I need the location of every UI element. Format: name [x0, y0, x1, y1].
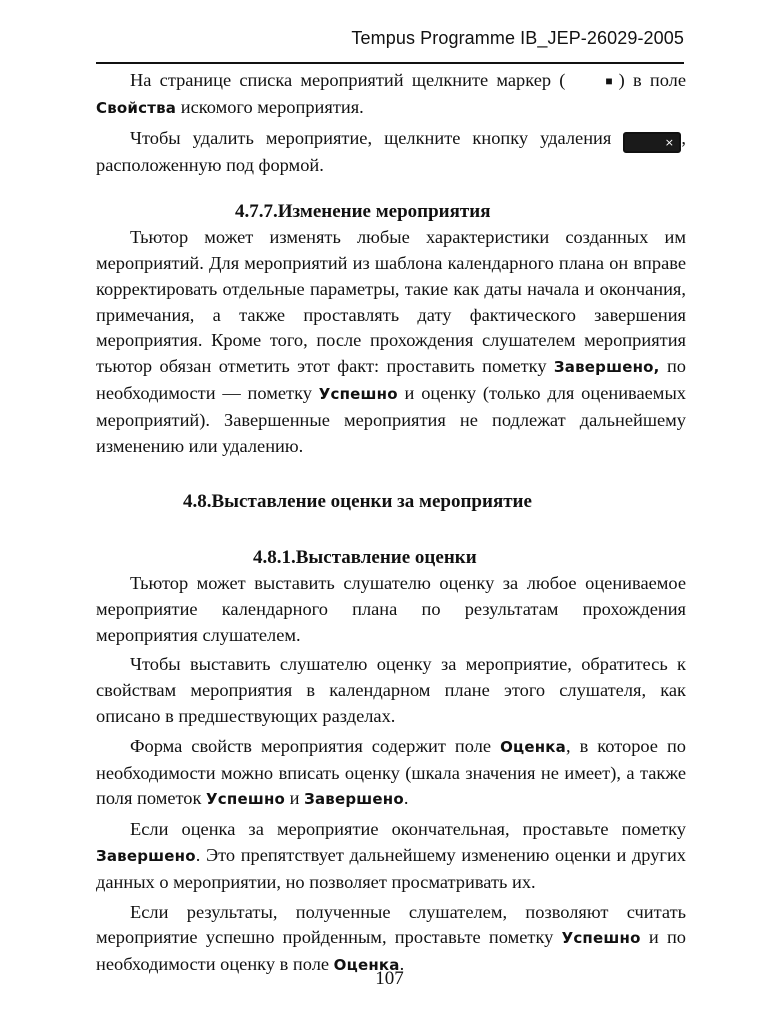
keyword-completed: Завершено, — [553, 358, 660, 377]
keyword-grade: Оценка — [500, 737, 566, 756]
text-run: по необходимости — пометку — [96, 356, 686, 403]
keyword-completed: Завершено — [304, 790, 404, 809]
text-run: На странице списка мероприятий щелкните маркер ( — [130, 70, 566, 90]
text-run: и по необходимости оценку в поле — [96, 927, 686, 975]
paragraph-grade-form — [96, 734, 686, 813]
running-header — [96, 22, 684, 64]
page-number: 107 — [375, 968, 404, 989]
text-run: Если оценка за мероприятие окончательная, проставьте пометку — [130, 819, 686, 840]
page-body — [96, 68, 686, 979]
text-run: Чтобы удалить мероприятие, щелкните кнопку удаления — [130, 127, 624, 148]
keyword-successful: Успешно — [561, 929, 641, 948]
paragraph-grade-how: Чтобы выставить слушателю оценку за мероприятие, обратитесь к свойствам мероприятия в календарном плане этого слушателя, как описано в предшествующих разделах. — [96, 654, 686, 726]
text-run: искомого мероприятия. — [176, 96, 364, 117]
paragraph-grade-intro: Тьютор может выставить слушателю оценку за любое оцениваемое мероприятие календарного плана по результатам прохождения мероприятия слушателем. — [96, 572, 686, 645]
text-run: , расположенную под формой. — [96, 127, 686, 175]
marker-icon: ■ — [605, 74, 613, 88]
paragraph-final-grade — [96, 817, 686, 895]
heading-4-8: 4.8.Выставление оценки за мероприятие — [183, 491, 532, 513]
keyword-successful: Успешно — [318, 384, 398, 403]
heading-4-7-7: 4.7.7.Изменение мероприятия — [235, 201, 491, 223]
keyword-successful: Успешно — [206, 790, 286, 809]
text-run: ) в поле — [618, 70, 686, 90]
text-run: и оценку (только для оцениваемых мероприятий). Завершенные мероприятия не подлежат дальнейшему изменению или удалению. — [96, 382, 686, 456]
paragraph-delete-event — [96, 126, 686, 179]
text-run: и — [285, 788, 305, 809]
text-run: Тьютор может изменять любые характеристики созданных им мероприятий. Для мероприятий из шаблона календарного плана он вправе корректировать отдельные параметры, такие как даты начала и окончания, примечания, а также проставлять дату фактического завершения мероприятия. Кроме того, после прохождения слушателем мероприятия тьютор обязан отметить этот факт: проставить пометку — [96, 227, 686, 377]
delete-button-icon: × — [623, 132, 681, 153]
paragraph-success-mark — [96, 900, 686, 979]
text-run: . Это препятствует дальнейшему изменению оценки и других данных о мероприятии, но позволяет просматривать их. — [96, 844, 686, 892]
text-run: . — [399, 954, 405, 975]
paragraph-edit-event — [96, 225, 686, 459]
text-run: Форма свойств мероприятия содержит поле — [130, 735, 501, 756]
keyword-completed: Завершено — [96, 846, 196, 865]
text-run: . — [403, 788, 409, 809]
keyword-grade: Оценка — [333, 956, 400, 975]
text-run: , в которое по необходимости можно вписать оценку (шкала значения не имеет), а также поля пометок — [96, 735, 687, 809]
paragraph-open-properties — [96, 68, 686, 122]
text-run: Если результаты, полученные слушателем, позволяют считать мероприятие успешно пройденным, проставьте пометку — [96, 901, 686, 948]
header-title: Tempus Programme IB_JEP-26029-2005 — [351, 28, 684, 48]
heading-4-8-1: 4.8.1.Выставление оценки — [253, 547, 477, 569]
keyword-properties: Свойства — [96, 98, 177, 117]
